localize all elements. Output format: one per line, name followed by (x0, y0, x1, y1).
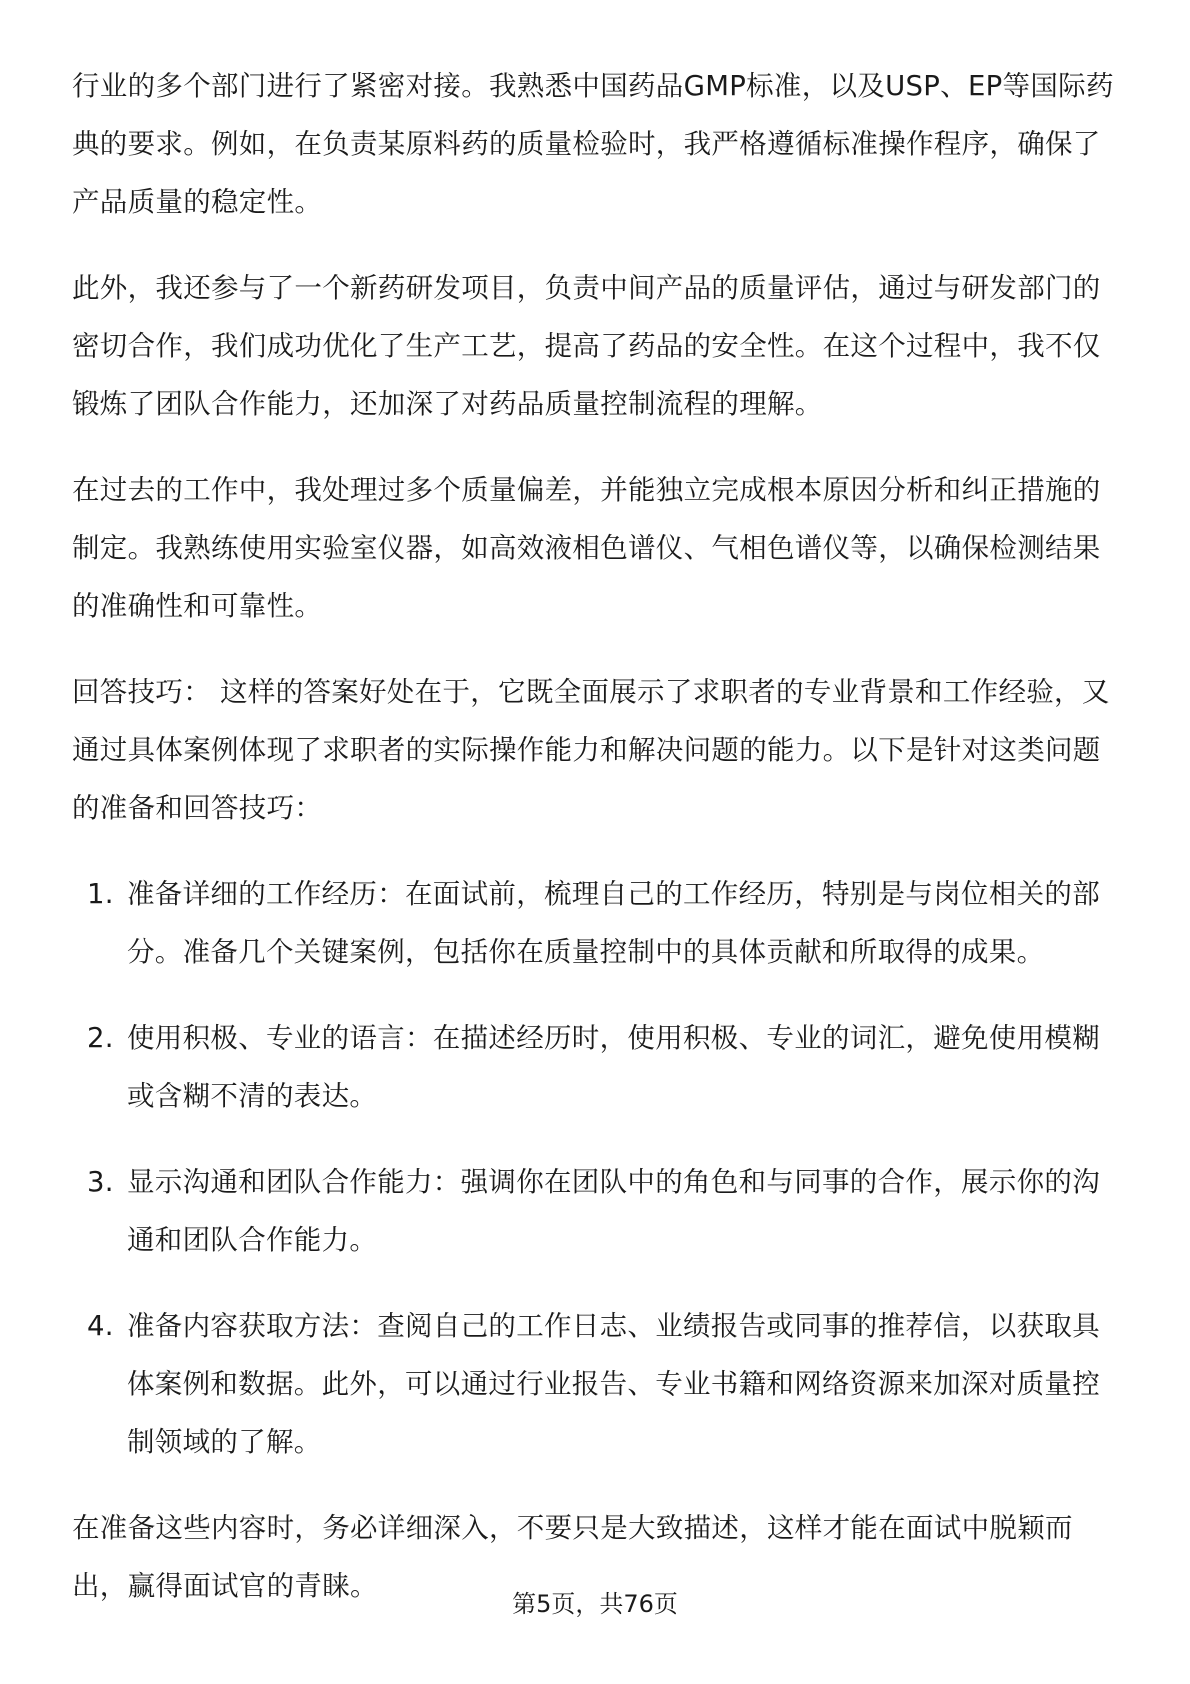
list-item (72, 865, 1122, 981)
list-item (72, 1153, 1122, 1269)
paragraph-3: 在过去的工作中，我处理过多个质量偏差，并能独立完成根本原因分析和纠正措施的制定。我熟练使用实验室仪器，如高效液相色谱仪、气相色谱仪等，以确保检测结果的准确性和可靠性。 (72, 474, 1101, 622)
list-number: 2. (87, 1022, 114, 1054)
paragraph-1: 行业的多个部门进行了紧密对接。我熟悉中国药品GMP标准，以及USP、EP等国际药典的要求。例如，在负责某原料药的质量检验时，我严格遵循标准操作程序，确保了产品质量的稳定性。 (72, 70, 1114, 218)
list-text: 显示沟通和团队合作能力：强调你在团队中的角色和与同事的合作，展示你的沟通和团队合作能力。 (127, 1166, 1100, 1256)
list-number: 1. (87, 878, 114, 910)
list-text: 准备内容获取方法：查阅自己的工作日志、业绩报告或同事的推荐信，以获取具体案例和数据。此外，可以通过行业报告、专业书籍和网络资源来加深对质量控制领域的了解。 (127, 1310, 1100, 1458)
page-content (72, 57, 1122, 1643)
list-number: 4. (87, 1310, 114, 1342)
paragraph-2: 此外，我还参与了一个新药研发项目，负责中间产品的质量评估，通过与研发部门的密切合作，我们成功优化了生产工艺，提高了药品的安全性。在这个过程中，我不仅锻炼了团队合作能力，还加深了对药品质量控制流程的理解。 (72, 272, 1101, 420)
page-number: 第5页，共76页 (512, 1590, 678, 1618)
list-item (72, 1009, 1122, 1125)
list-item (72, 1297, 1122, 1471)
list-text: 使用积极、专业的语言：在描述经历时，使用积极、专业的词汇，避免使用模糊或含糊不清的表达。 (127, 1022, 1100, 1112)
list-text: 准备详细的工作经历：在面试前，梳理自己的工作经历，特别是与岗位相关的部分。准备几个关键案例，包括你在质量控制中的具体贡献和所取得的成果。 (127, 878, 1100, 968)
paragraph-tips-intro: 回答技巧： 这样的答案好处在于，它既全面展示了求职者的专业背景和工作经验，又通过具体案例体现了求职者的实际操作能力和解决问题的能力。以下是针对这类问题的准备和回答技巧： (72, 676, 1110, 824)
list-number: 3. (87, 1166, 114, 1198)
tips-list (72, 865, 1122, 1471)
closing-paragraph: 在准备这些内容时，务必详细深入，不要只是大致描述，这样才能在面试中脱颖而出，赢得面试官的青睐。 (72, 1512, 1073, 1602)
